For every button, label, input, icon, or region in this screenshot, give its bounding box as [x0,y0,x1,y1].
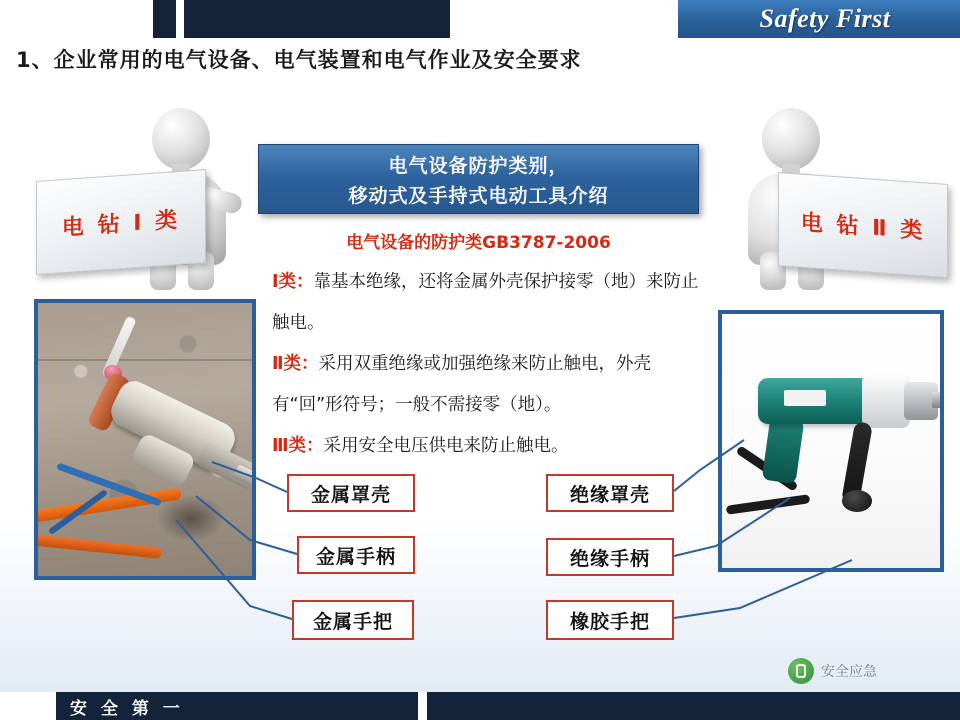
paragraph-class-2 [272,344,702,426]
callout-right-3-label: 橡胶手把 [569,610,650,633]
paragraph-class-1 [272,262,702,344]
body-text [272,262,702,467]
watermark-label: 安全应急 [821,664,877,680]
callout-right-3 [546,600,674,640]
header-title: Safety First [759,4,891,33]
person-head-icon [152,108,210,170]
header-segment-white-gap [176,0,184,38]
photo-drill-midsection [862,374,910,428]
watermark [788,658,877,684]
watermark-logo-icon [788,658,814,684]
class-2-text: 采用双重绝缘或加强绝缘来防止触电，外壳有“回”形符号；一般不需接零（地）。 [272,354,652,415]
class-3-marker: Ⅲ类： [272,436,324,456]
class-2-marker: Ⅱ类： [272,354,319,374]
photo-floor-seam [38,359,252,361]
photo-metal-drill [34,299,256,580]
footer-segment-white-left [0,692,56,720]
callout-right-2 [546,538,674,576]
photo-insulated-drill [718,310,944,572]
callout-right-1 [546,474,674,512]
paragraph-class-3 [272,426,702,467]
photo-drill-label [784,390,826,406]
header-segment-white-left [0,0,153,38]
callout-left-1-label: 金属罩壳 [310,483,391,506]
callout-left-3 [292,600,414,640]
callout-left-3-label: 金属手把 [312,610,393,633]
footer-bar [0,692,960,720]
class-1-text: 靠基本绝缘，还将金属外壳保护接零（地）来防止触电。 [272,272,699,333]
photo-drill-chuck-tip [932,392,944,408]
footer-segment-dark-right [427,692,960,720]
banner-line-2: 移动式及手持式电动工具介绍 [348,185,609,207]
banner-title [258,144,699,214]
page-title: 1、企业常用的电气设备、电气装置和电气作业及安全要求 [16,48,582,72]
header-segment-white-right [450,0,678,38]
callout-left-1 [287,474,415,512]
board-right [778,172,948,278]
header-bar [0,0,960,38]
header-segment-dark-left [153,0,176,38]
callout-right-1-label: 绝缘罩壳 [569,483,650,506]
callout-left-2 [297,536,415,574]
person-head-icon [762,108,820,170]
class-3-text: 采用安全电压供电来防止触电。 [323,436,569,456]
board-left [36,169,206,275]
callout-right-2-label: 绝缘手柄 [569,547,650,570]
photo-shadow-patch [158,495,224,541]
class-1-marker: Ⅰ类： [272,272,314,292]
header-segment-dark-main [184,0,450,38]
footer-segment-white-gap [418,692,427,720]
standard-reference: 电气设备的防护类GB3787-2006 [346,233,611,253]
photo-background-white [722,314,940,568]
board-right-label: 电 钻 Ⅱ 类 [800,210,926,244]
callout-left-2-label: 金属手柄 [315,545,396,568]
footer-label: 安 全 第 一 [70,699,184,719]
board-left-label: 电 钻 Ⅰ 类 [61,207,181,241]
photo-side-handle-knob [842,490,872,512]
banner-line-1: 电气设备防护类别， [388,155,569,177]
